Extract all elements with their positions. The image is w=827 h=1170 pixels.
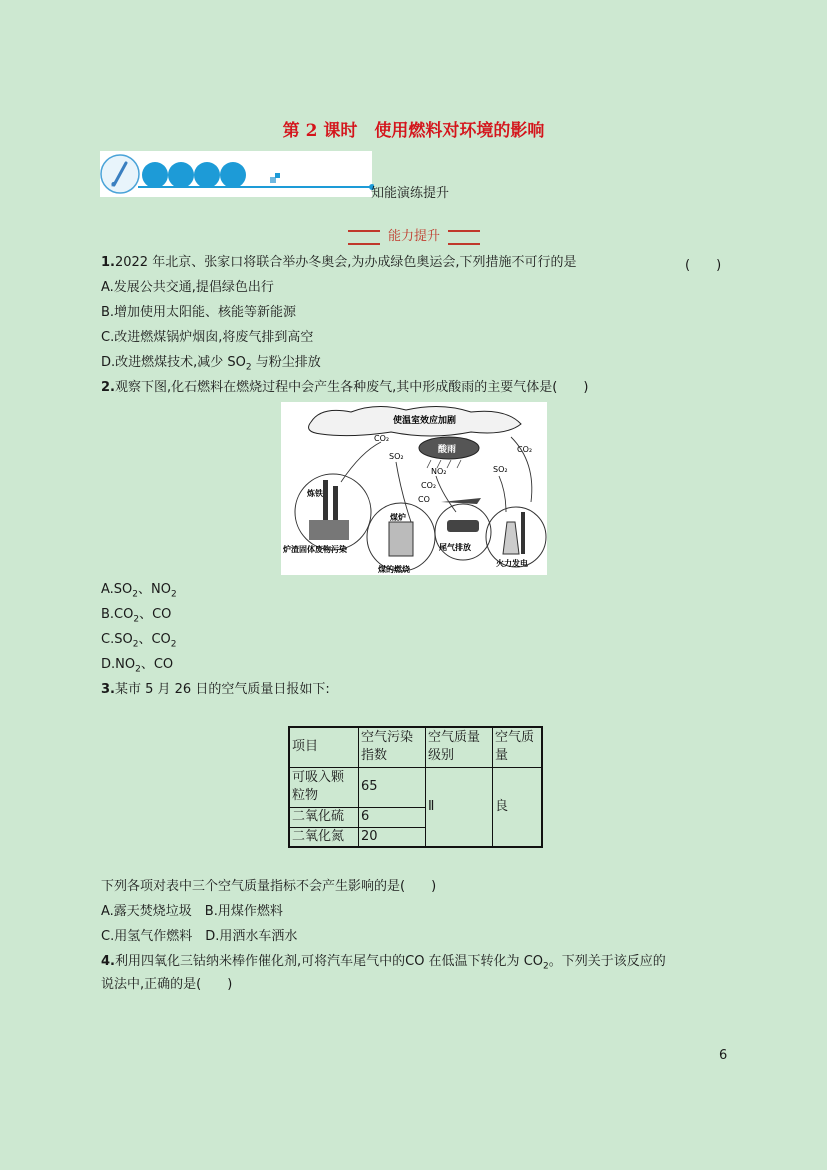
question-number: 2. <box>101 380 115 395</box>
option-b: B.增加使用太阳能、核能等新能源 <box>101 305 297 320</box>
acid-rain-label: 酸雨 <box>438 445 457 455</box>
gas-label: SO₂ <box>389 452 404 461</box>
table-header: 空气质量级别 <box>426 727 493 767</box>
question-number: 4. <box>101 954 115 969</box>
question-3 <box>101 681 330 699</box>
greenhouse-label: 使温室效应加剧 <box>393 416 457 426</box>
air-quality-table <box>288 726 543 848</box>
table-header: 空气污染指数 <box>359 727 426 767</box>
question-4-line-2: 说法中,正确的是( ) <box>101 977 233 992</box>
table-cell: 可吸入颗粒物 <box>289 767 359 807</box>
figure-caption: 煤的燃烧 <box>378 565 410 574</box>
question-text: 观察下图,化石燃料在燃烧过程中会产生各种废气,其中形成酸雨的主要气体是( ) <box>114 380 589 395</box>
gas-label: NO₂ <box>431 467 447 476</box>
option-d: $D.NO_2$、CO <box>101 657 174 675</box>
banner-label: 知能演练提升 <box>371 186 450 201</box>
table-cell: 65 <box>359 767 426 807</box>
option-c: $C.SO_2$、$CO_2$ <box>101 632 177 650</box>
section-label: 能力提升 <box>380 227 448 247</box>
section-header <box>348 227 480 247</box>
question-text: 2022 年北京、张家口将联合举办冬奥会,为办成绿色奥运会,下列措施不可行的是 <box>114 255 577 270</box>
option-a: A.发展公共交通,提倡绿色出行 <box>101 280 274 295</box>
question-number: 3. <box>101 682 115 697</box>
gas-label: CO₂ <box>421 481 437 490</box>
question-number: 1. <box>101 255 115 270</box>
gas-label: SO₂ <box>493 465 508 474</box>
table-cell: 6 <box>359 807 426 827</box>
table-header: 空气质量 <box>493 727 543 767</box>
figure-caption: 炼铁 <box>307 489 323 498</box>
question-3-prompt: 下列各项对表中三个空气质量指标不会产生影响的是( ) <box>101 879 437 894</box>
banner-graphic <box>100 151 374 197</box>
option-a: $A.SO_2$、$NO_2$ <box>101 582 177 600</box>
page-title: 第 2 课时 使用燃料对环境的影响 <box>282 121 545 141</box>
table-cell: 二氧化硫 <box>289 807 359 827</box>
table-cell: Ⅱ <box>426 767 493 847</box>
table-cell: 20 <box>359 827 426 847</box>
options-row-2: C.用氢气作燃料 D.用洒水车洒水 <box>101 929 298 944</box>
question-text: 某市 5 月 26 日的空气质量日报如下: <box>114 682 330 697</box>
question-1 <box>101 254 576 272</box>
question-4: 4.利用四氧化三钴纳米棒作催化剂,可将汽车尾气中的CO 在低温下转化为 $CO_2$。下列关于该反应的 <box>101 954 666 972</box>
figure-caption: 火力发电 <box>496 559 528 568</box>
pollution-diagram <box>281 402 547 575</box>
option-c: C.改进燃煤锅炉烟囱,将废气排到高空 <box>101 330 314 345</box>
option-d: D.改进燃煤技术,减少 $SO_2$ 与粉尘排放 <box>101 355 321 373</box>
gas-label: CO₂ <box>517 445 533 454</box>
page-number: 6 <box>719 1048 728 1063</box>
figure-caption: 煤炉 <box>390 513 406 522</box>
table-cell: 二氧化氮 <box>289 827 359 847</box>
table-header: 项目 <box>289 727 359 767</box>
answer-paren: ( ) <box>685 258 722 273</box>
gas-label: CO₂ <box>374 434 390 443</box>
table-cell: 良 <box>493 767 543 847</box>
options-row-1: A.露天焚烧垃圾 B.用煤作燃料 <box>101 904 283 919</box>
figure-caption: 尾气排放 <box>439 543 471 552</box>
figure-caption: 炉渣固体废物污染 <box>283 545 347 554</box>
question-2 <box>101 379 588 397</box>
option-b: $B.CO_2$、CO <box>101 607 172 625</box>
section-banner <box>100 151 374 197</box>
gas-label: CO <box>418 495 430 504</box>
